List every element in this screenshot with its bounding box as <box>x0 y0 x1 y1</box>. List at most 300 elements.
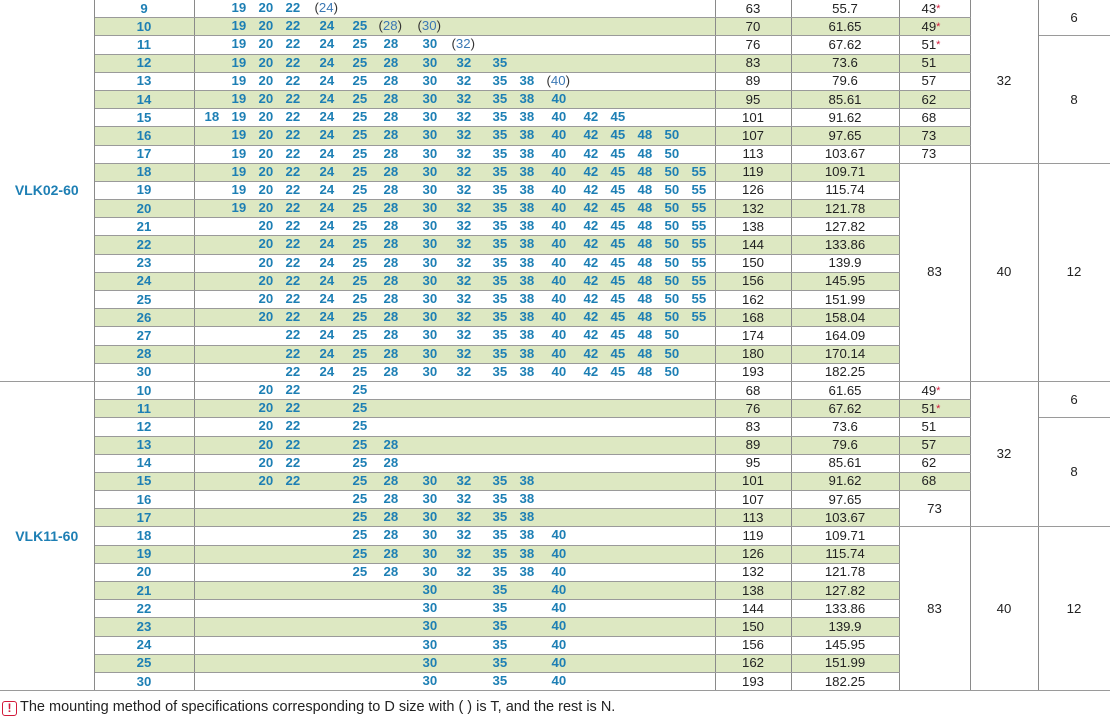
bore-size: 50 <box>664 145 680 161</box>
bore-size: 32 <box>456 545 472 561</box>
bore-size: 32 <box>456 509 472 525</box>
bore-size: 30 <box>422 563 438 579</box>
bore-size: 20 <box>258 272 274 288</box>
bore-size: 38 <box>519 90 535 106</box>
n-cell: 30 <box>94 363 194 381</box>
d1-cell: 180 <box>715 345 791 363</box>
bore-size: 48 <box>637 236 653 252</box>
bore-size: 40 <box>551 163 567 179</box>
bore-size: 30 <box>422 163 438 179</box>
bore-size: 40 <box>551 181 567 197</box>
bore-size: 35 <box>492 563 508 579</box>
d2-cell: 139.9 <box>791 618 899 636</box>
bore-size: 28 <box>383 436 399 452</box>
d2-cell: 73.6 <box>791 54 899 72</box>
table-row <box>0 381 1110 399</box>
bore-size: 40 <box>551 327 567 343</box>
merged-c-cell: 83 <box>899 527 970 691</box>
n-cell: 18 <box>94 163 194 181</box>
bore-size: 45 <box>610 327 626 343</box>
bore-size: 35 <box>492 363 508 379</box>
bore-size-value: 24 <box>318 0 334 15</box>
n-cell: 16 <box>94 127 194 145</box>
asterisk-mark: * <box>936 38 941 51</box>
bore-size: 42 <box>583 145 599 161</box>
bore-size: 25 <box>352 36 368 52</box>
d2-cell: 109.71 <box>791 527 899 545</box>
bore-size: 28 <box>383 272 399 288</box>
merged-c-cell: 73 <box>899 491 970 527</box>
bore-size: 55 <box>691 163 707 179</box>
bore-sizes-cell <box>194 127 715 145</box>
merged-e-cell: 32 <box>970 0 1038 163</box>
bore-size: 25 <box>352 400 368 416</box>
d2-cell: 61.65 <box>791 381 899 399</box>
bore-size: 25 <box>352 127 368 143</box>
bore-size: 20 <box>258 418 274 434</box>
asterisk-mark: * <box>936 20 941 33</box>
bore-size: 42 <box>583 181 599 197</box>
n-cell: 14 <box>94 90 194 108</box>
c-value: 73 <box>921 127 937 143</box>
bore-size: 30 <box>422 618 438 634</box>
table-row <box>0 454 1110 472</box>
bore-size: 25 <box>352 309 368 325</box>
bore-size-value: 40 <box>550 72 566 88</box>
bore-size: 38 <box>519 291 535 306</box>
bore-size: 35 <box>492 527 508 543</box>
bore-size: 42 <box>583 309 599 325</box>
d2-cell: 103.67 <box>791 509 899 527</box>
bore-size: 30 <box>422 181 438 197</box>
bore-size: 35 <box>492 545 508 561</box>
n-cell: 23 <box>94 618 194 636</box>
d1-cell: 174 <box>715 327 791 345</box>
bore-size: 38 <box>519 472 535 488</box>
table-row <box>0 418 1110 436</box>
bore-size: 28 <box>383 109 399 125</box>
c-value: 51 <box>921 55 937 71</box>
bore-size: 20 <box>258 254 274 270</box>
d2-cell: 133.86 <box>791 236 899 254</box>
c-value: 57 <box>921 73 937 89</box>
table-row <box>0 145 1110 163</box>
bore-size: 20 <box>258 472 274 488</box>
bore-size: 38 <box>519 127 535 143</box>
n-cell: 21 <box>94 582 194 600</box>
c-cell <box>899 0 970 18</box>
d1-cell: 76 <box>715 400 791 418</box>
bore-size: 42 <box>583 291 599 306</box>
bore-size: 28 <box>383 218 399 234</box>
c-value: 62 <box>921 91 937 107</box>
d1-cell: 76 <box>715 36 791 54</box>
bore-size: 24 <box>319 272 335 288</box>
d2-cell: 91.62 <box>791 109 899 127</box>
d1-cell: 156 <box>715 636 791 654</box>
bore-sizes-cell <box>194 309 715 327</box>
table-row <box>0 400 1110 418</box>
bore-size: 38 <box>519 527 535 543</box>
d1-cell: 126 <box>715 181 791 199</box>
n-cell: 10 <box>94 18 194 36</box>
n-cell: 24 <box>94 636 194 654</box>
bore-size: 35 <box>492 145 508 161</box>
bore-sizes-cell <box>194 54 715 72</box>
bore-sizes-cell <box>194 181 715 199</box>
asterisk-mark: * <box>936 384 941 397</box>
bore-sizes-cell <box>194 418 715 436</box>
c-cell <box>899 145 970 163</box>
bore-size: 22 <box>285 18 301 34</box>
merged-c-cell: 83 <box>899 163 970 381</box>
bore-size-value: 32 <box>455 36 471 52</box>
bore-size: 22 <box>285 127 301 143</box>
bore-size: 45 <box>610 145 626 161</box>
d1-cell: 68 <box>715 381 791 399</box>
bore-size: 24 <box>319 218 335 234</box>
bore-sizes-cell <box>194 18 715 36</box>
bore-sizes-cell <box>194 563 715 581</box>
n-cell: 19 <box>94 545 194 563</box>
bore-size: 25 <box>352 527 368 543</box>
bore-size: 55 <box>691 236 707 252</box>
n-cell: 17 <box>94 509 194 527</box>
bore-size: 30 <box>422 545 438 561</box>
c-value: 51 <box>921 418 937 434</box>
bore-size: 48 <box>637 327 653 343</box>
bore-size-value: 30 <box>421 18 437 34</box>
bore-size: 20 <box>258 454 274 470</box>
bore-size: 18 <box>204 109 220 125</box>
bore-size: 22 <box>285 36 301 52</box>
bore-size: 24 <box>319 163 335 179</box>
bore-size: 28 <box>383 127 399 143</box>
bore-size: 20 <box>258 109 274 125</box>
d2-cell: 164.09 <box>791 327 899 345</box>
bore-size: 38 <box>519 345 535 361</box>
bore-size: 35 <box>492 345 508 361</box>
bore-size: 22 <box>285 236 301 252</box>
bore-sizes-cell <box>194 345 715 363</box>
bore-size: 25 <box>352 200 368 216</box>
bore-size: 30 <box>422 491 438 507</box>
c-cell <box>899 454 970 472</box>
bore-sizes-cell <box>194 236 715 254</box>
bore-size: 28 <box>383 491 399 507</box>
d2-cell: 145.95 <box>791 636 899 654</box>
d1-cell: 113 <box>715 509 791 527</box>
n-cell: 22 <box>94 600 194 618</box>
bore-sizes-cell <box>194 491 715 509</box>
bore-size: 20 <box>258 0 274 15</box>
n-cell: 18 <box>94 527 194 545</box>
table-row <box>0 436 1110 454</box>
bore-size: 24 <box>319 363 335 379</box>
bore-size: 20 <box>258 381 274 397</box>
bore-size: 25 <box>352 90 368 106</box>
n-cell: 9 <box>94 0 194 18</box>
bore-size: 28 <box>383 563 399 579</box>
d2-cell: 133.86 <box>791 600 899 618</box>
bore-size: 24 <box>319 291 335 306</box>
c-value: 68 <box>921 109 937 125</box>
c-value: 51 <box>921 36 937 52</box>
bore-size: 22 <box>285 291 301 306</box>
d2-cell: 85.61 <box>791 90 899 108</box>
bore-size: 32 <box>456 218 472 234</box>
bore-size: 25 <box>352 563 368 579</box>
bore-size: 22 <box>285 90 301 106</box>
bore-sizes-cell <box>194 0 715 18</box>
table-row <box>0 72 1110 90</box>
bore-size: 22 <box>285 436 301 452</box>
bore-size: 42 <box>583 254 599 270</box>
bore-size: 32 <box>456 345 472 361</box>
bore-size: 24 <box>319 109 335 125</box>
c-cell <box>899 381 970 399</box>
bore-size: 20 <box>258 90 274 106</box>
n-cell: 26 <box>94 309 194 327</box>
d2-cell: 121.78 <box>791 563 899 581</box>
n-cell: 20 <box>94 200 194 218</box>
bore-size: 45 <box>610 109 626 125</box>
bore-size: (28) <box>378 18 402 34</box>
bore-size: 42 <box>583 218 599 234</box>
c-cell <box>899 127 970 145</box>
bore-size: 30 <box>422 582 438 597</box>
bore-sizes-cell <box>194 672 715 690</box>
d1-cell: 144 <box>715 600 791 618</box>
d1-cell: 162 <box>715 291 791 309</box>
bore-size: 20 <box>258 72 274 88</box>
table-row <box>0 109 1110 127</box>
bore-size: 45 <box>610 200 626 216</box>
bore-size: 55 <box>691 218 707 234</box>
bore-size: 48 <box>637 181 653 197</box>
bore-size: 42 <box>583 200 599 216</box>
table-row <box>0 527 1110 545</box>
n-cell: 19 <box>94 181 194 199</box>
bore-size: 45 <box>610 309 626 325</box>
bore-size: 24 <box>319 127 335 143</box>
bore-size: 30 <box>422 527 438 543</box>
bore-size: 24 <box>319 200 335 216</box>
d2-cell: 127.82 <box>791 582 899 600</box>
merged-f-cell: 12 <box>1038 163 1110 381</box>
bore-sizes-cell <box>194 527 715 545</box>
bore-size: 45 <box>610 181 626 197</box>
table-row <box>0 472 1110 490</box>
bore-size: 24 <box>319 36 335 52</box>
bore-size: 20 <box>258 54 274 70</box>
bore-size: 32 <box>456 163 472 179</box>
bore-size: 38 <box>519 545 535 561</box>
bore-sizes-cell <box>194 218 715 236</box>
bore-size: 38 <box>519 327 535 343</box>
c-cell <box>899 36 970 54</box>
bore-size: 55 <box>691 254 707 270</box>
d1-cell: 89 <box>715 72 791 90</box>
bore-size: 38 <box>519 181 535 197</box>
bore-size: 48 <box>637 218 653 234</box>
d1-cell: 101 <box>715 472 791 490</box>
d1-cell: 132 <box>715 200 791 218</box>
d1-cell: 156 <box>715 272 791 290</box>
bore-size: 24 <box>319 181 335 197</box>
d2-cell: 182.25 <box>791 363 899 381</box>
bore-size: 40 <box>551 109 567 125</box>
bore-size: 28 <box>383 527 399 543</box>
bore-size: (32) <box>451 36 475 52</box>
bore-size: 40 <box>551 636 567 652</box>
asterisk-mark: * <box>936 2 941 15</box>
bore-size: 20 <box>258 236 274 252</box>
bore-size: 28 <box>383 236 399 252</box>
bore-size: 30 <box>422 36 438 52</box>
bore-size: 38 <box>519 72 535 88</box>
n-cell: 27 <box>94 327 194 345</box>
bore-size: 42 <box>583 327 599 343</box>
bore-size: 38 <box>519 272 535 288</box>
model-label: VLK02-60 <box>0 0 94 381</box>
bore-size: 35 <box>492 491 508 507</box>
bore-size: 40 <box>551 545 567 561</box>
d1-cell: 107 <box>715 491 791 509</box>
d2-cell: 115.74 <box>791 545 899 563</box>
d2-cell: 97.65 <box>791 491 899 509</box>
bore-size: 35 <box>492 582 508 597</box>
bore-size: 30 <box>422 309 438 325</box>
bore-size: 30 <box>422 90 438 106</box>
bore-size: 25 <box>352 54 368 70</box>
bore-size: 42 <box>583 109 599 125</box>
bore-size: 20 <box>258 145 274 161</box>
d2-cell: 79.6 <box>791 72 899 90</box>
bore-size: 48 <box>637 200 653 216</box>
bore-size: 48 <box>637 272 653 288</box>
bore-size: 38 <box>519 145 535 161</box>
bore-size: 32 <box>456 72 472 88</box>
c-cell <box>899 418 970 436</box>
bore-size-value: 28 <box>382 18 398 34</box>
bore-size: 22 <box>285 54 301 70</box>
d1-cell: 83 <box>715 418 791 436</box>
bore-size: 40 <box>551 254 567 270</box>
bore-size: 24 <box>319 145 335 161</box>
bore-size: 28 <box>383 509 399 525</box>
bore-size: 32 <box>456 472 472 488</box>
bore-size: 25 <box>352 418 368 434</box>
table-row <box>0 0 1110 18</box>
bore-size: 28 <box>383 90 399 106</box>
bore-size: 40 <box>551 218 567 234</box>
c-value: 43 <box>921 0 937 16</box>
bore-size: 35 <box>492 181 508 197</box>
bore-sizes-cell <box>194 618 715 636</box>
bore-size: 35 <box>492 218 508 234</box>
bore-size: 35 <box>492 109 508 125</box>
n-cell: 25 <box>94 654 194 672</box>
n-cell: 23 <box>94 254 194 272</box>
merged-f-cell: 8 <box>1038 418 1110 527</box>
d2-cell: 109.71 <box>791 163 899 181</box>
bore-size: 38 <box>519 236 535 252</box>
bore-size: 32 <box>456 527 472 543</box>
bore-size: 40 <box>551 563 567 579</box>
d1-cell: 150 <box>715 254 791 272</box>
bore-size: 25 <box>352 327 368 343</box>
bore-size: 30 <box>422 654 438 670</box>
bore-size: 48 <box>637 163 653 179</box>
d1-cell: 138 <box>715 582 791 600</box>
merged-e-cell: 40 <box>970 163 1038 381</box>
d1-cell: 63 <box>715 0 791 18</box>
d1-cell: 193 <box>715 363 791 381</box>
d1-cell: 70 <box>715 18 791 36</box>
bore-size: 40 <box>551 582 567 597</box>
n-cell: 15 <box>94 472 194 490</box>
bore-size: 35 <box>492 509 508 525</box>
bore-size: 24 <box>319 309 335 325</box>
bore-size: 42 <box>583 272 599 288</box>
merged-e-cell: 40 <box>970 527 1038 691</box>
bore-size: 19 <box>231 72 247 88</box>
bore-size: 35 <box>492 472 508 488</box>
bore-size: 25 <box>352 163 368 179</box>
bore-size: 32 <box>456 54 472 70</box>
bore-sizes-cell <box>194 254 715 272</box>
bore-sizes-cell <box>194 436 715 454</box>
bore-size: 25 <box>352 472 368 488</box>
bore-sizes-cell <box>194 72 715 90</box>
bore-size: 35 <box>492 163 508 179</box>
bore-size: 55 <box>691 272 707 288</box>
bore-size: 48 <box>637 363 653 379</box>
bore-size: 35 <box>492 327 508 343</box>
bore-size: 35 <box>492 90 508 106</box>
bore-size: 28 <box>383 254 399 270</box>
bore-sizes-cell <box>194 509 715 527</box>
n-cell: 17 <box>94 145 194 163</box>
bore-size: 45 <box>610 163 626 179</box>
bore-size: 22 <box>285 345 301 361</box>
bore-size: 48 <box>637 254 653 270</box>
bore-size: 32 <box>456 90 472 106</box>
bore-size: (30) <box>417 18 441 34</box>
d1-cell: 132 <box>715 563 791 581</box>
bore-size: 20 <box>258 218 274 234</box>
bore-size: 32 <box>456 254 472 270</box>
d1-cell: 119 <box>715 163 791 181</box>
d1-cell: 95 <box>715 454 791 472</box>
c-cell <box>899 472 970 490</box>
asterisk-mark: * <box>936 402 941 415</box>
bore-size: 25 <box>352 509 368 525</box>
table-row <box>0 18 1110 36</box>
bore-size: 30 <box>422 109 438 125</box>
merged-f-cell: 6 <box>1038 0 1110 36</box>
bore-size: 19 <box>231 109 247 125</box>
bore-size: 40 <box>551 90 567 106</box>
bore-size: 28 <box>383 291 399 306</box>
bore-size: 30 <box>422 54 438 70</box>
bore-size: 19 <box>231 90 247 106</box>
bore-size: 45 <box>610 236 626 252</box>
d1-cell: 126 <box>715 545 791 563</box>
c-cell <box>899 436 970 454</box>
bore-size: 28 <box>383 200 399 216</box>
